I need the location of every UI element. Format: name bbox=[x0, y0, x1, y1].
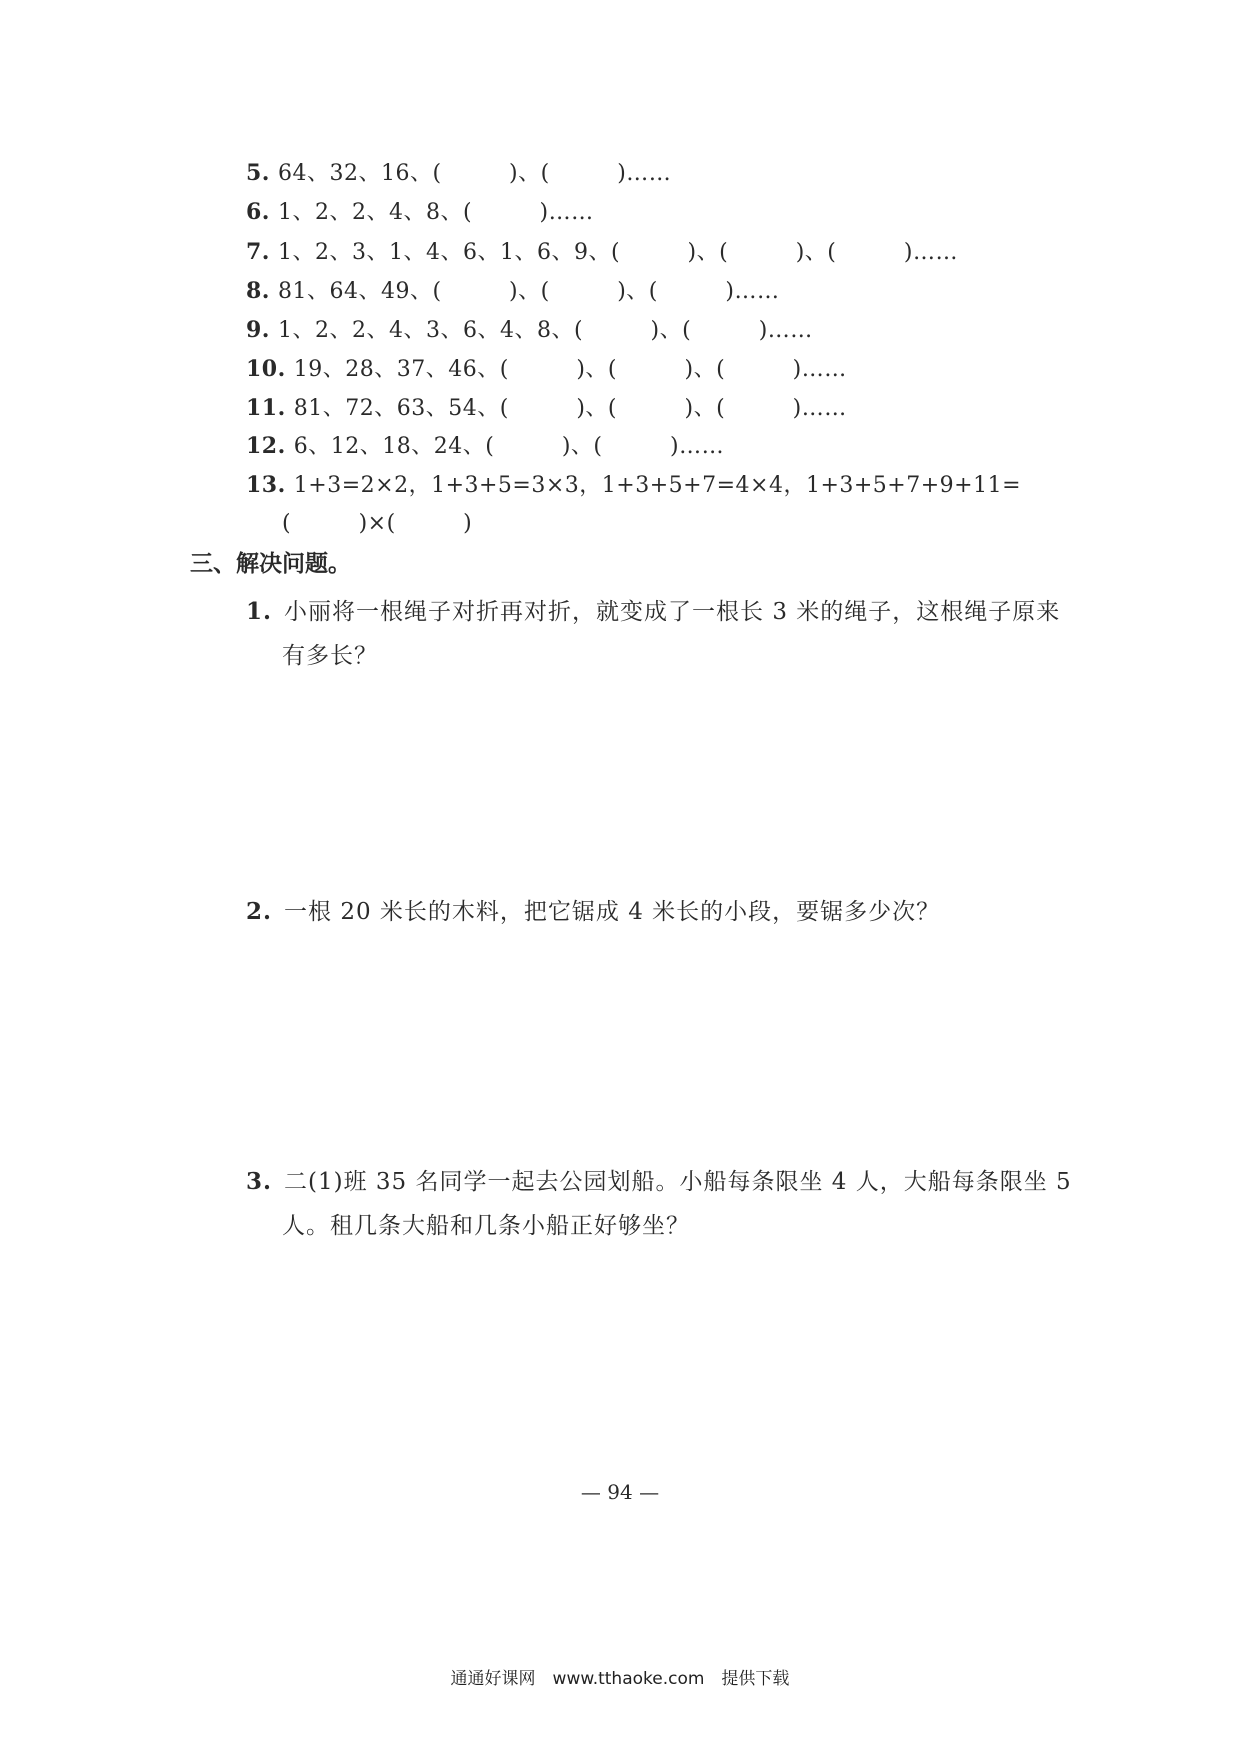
question-13-continuation: ( )×( ) bbox=[282, 511, 473, 536]
question-13 bbox=[246, 470, 1021, 501]
problem-text: 二(1)班 35 名同学一起去公园划船。小船每条限坐 4 人，大船每条限坐 5 bbox=[284, 1169, 1072, 1195]
question-text: 1、2、2、4、3、6、4、8、( )、( )…… bbox=[277, 318, 813, 343]
question-number: 9. bbox=[246, 317, 270, 343]
question-text: 1+3=2×2，1+3+5=3×3，1+3+5+7=4×4，1+3+5+7+9+11= bbox=[293, 473, 1022, 498]
question-number: 6. bbox=[246, 199, 270, 225]
problem-number: 2. bbox=[246, 898, 273, 925]
question-text: 1、2、3、1、4、6、1、6、9、( )、( )、( )…… bbox=[277, 240, 958, 265]
problem-line bbox=[246, 590, 1066, 634]
question-text: 6、12、18、24、( )、( )…… bbox=[293, 434, 725, 459]
problem-text-continuation: 人。租几条大船和几条小船正好够坐？ bbox=[282, 1213, 690, 1239]
question-8 bbox=[246, 276, 779, 307]
problem-3 bbox=[246, 1160, 1072, 1248]
question-11 bbox=[246, 393, 847, 424]
page-number: — 94 — bbox=[580, 1480, 660, 1504]
question-text: 64、32、16、( )、( )…… bbox=[277, 161, 672, 186]
question-text: 1、2、2、4、8、( )…… bbox=[277, 200, 594, 225]
problem-text-continuation: 有多长？ bbox=[282, 643, 378, 669]
question-number: 10. bbox=[246, 356, 286, 382]
question-text: 81、72、63、54、( )、( )、( )…… bbox=[293, 396, 847, 421]
question-7 bbox=[246, 237, 958, 268]
question-text: 81、64、49、( )、( )、( )…… bbox=[277, 279, 780, 304]
problem-line bbox=[246, 1160, 1072, 1204]
question-10 bbox=[246, 354, 847, 385]
problem-1 bbox=[246, 590, 1066, 678]
question-number: 11. bbox=[246, 395, 286, 421]
problem-number: 1. bbox=[246, 598, 273, 625]
question-5 bbox=[246, 158, 671, 189]
question-number: 8. bbox=[246, 278, 270, 304]
problem-2 bbox=[246, 890, 1066, 934]
section-title: 三、解决问题。 bbox=[190, 551, 351, 577]
problem-line bbox=[246, 890, 1066, 934]
question-number: 5. bbox=[246, 160, 270, 186]
question-number: 12. bbox=[246, 433, 286, 459]
question-6 bbox=[246, 197, 594, 228]
question-text: 19、28、37、46、( )、( )、( )…… bbox=[293, 357, 847, 382]
question-12 bbox=[246, 431, 724, 462]
problem-text: 小丽将一根绳子对折再对折，就变成了一根长 3 米的绳子，这根绳子原来 bbox=[284, 599, 1061, 625]
question-9 bbox=[246, 315, 813, 346]
question-number: 13. bbox=[246, 472, 286, 498]
problem-text: 一根 20 米长的木料，把它锯成 4 米长的小段，要锯多少次？ bbox=[284, 899, 941, 925]
question-number: 7. bbox=[246, 239, 270, 265]
footer-credit: 通通好课网 www.tthaoke.com 提供下载 bbox=[450, 1669, 790, 1689]
problem-number: 3. bbox=[246, 1168, 273, 1195]
